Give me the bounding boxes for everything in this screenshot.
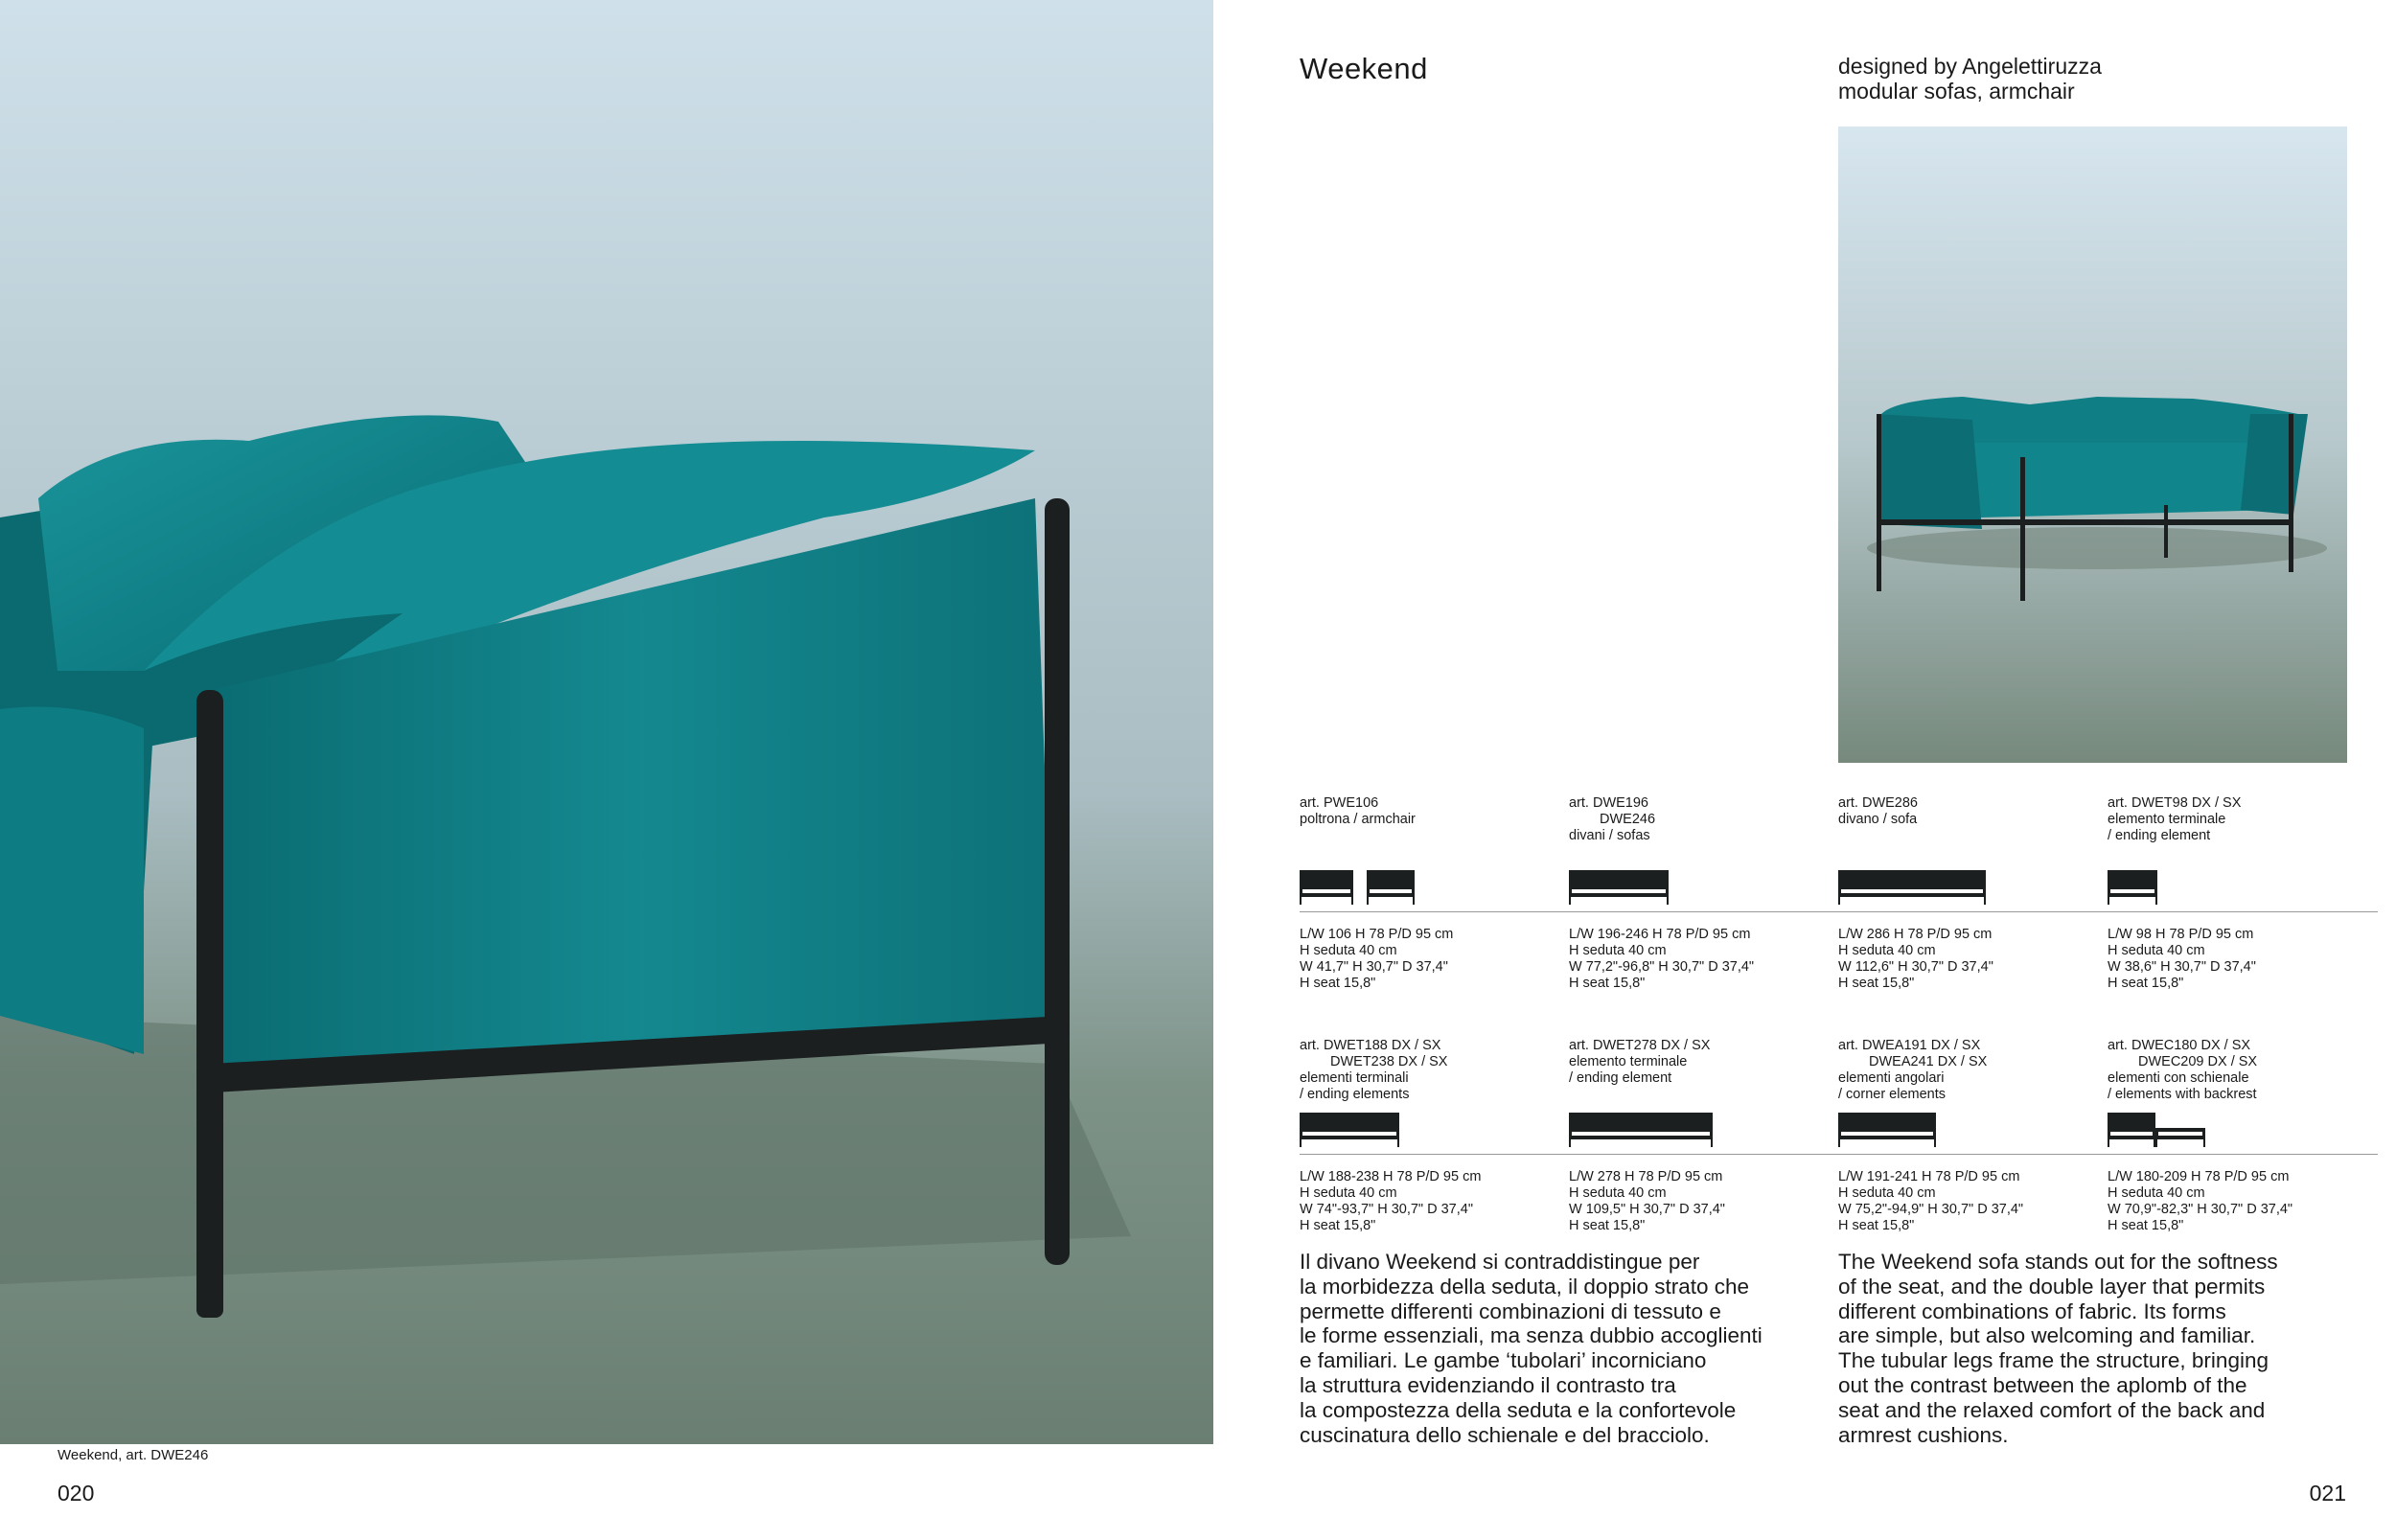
sofa-full-image [1838,126,2347,763]
paragraph-line: of the seat, and the double layer that permits [1838,1274,2266,1299]
paragraph-line: la compostezza della seduta e la confortevole [1300,1397,1737,1422]
divider [2108,911,2378,912]
article-code-line: / ending element [2108,828,2211,843]
paragraph-line: out the contrast between the aplomb of the [1838,1372,2247,1397]
paragraph-line: cuscinatura dello schienale e del bracciolo. [1300,1422,1710,1447]
article-code-line: art. DWET98 DX / SX [2108,795,2242,811]
dimension-line: H seat 15,8" [1569,976,1646,991]
paragraph-line: The Weekend sofa stands out for the softness [1838,1250,2278,1274]
dimension-line: H seat 15,8" [1300,1218,1376,1233]
article-dimensions [1838,1169,2097,1234]
divider [1569,911,1839,912]
dimension-line: L/W 188-238 H 78 P/D 95 cm [1300,1169,1482,1184]
sofa-module-icon [1569,1103,1828,1151]
dimension-line: H seduta 40 cm [1569,943,1667,958]
dimension-line: H seat 15,8" [1838,976,1915,991]
article-code-line: DWE246 [1600,812,1656,827]
dimension-line: W 38,6" H 30,7" D 37,4" [2108,959,2256,975]
sofa-silhouette-icon [2108,861,2366,907]
dimension-line: H seat 15,8" [1300,976,1376,991]
dimension-line: W 41,7" H 30,7" D 37,4" [1300,959,1448,975]
paragraph-line: The tubular legs frame the structure, bringing [1838,1348,2269,1373]
article-code [1569,1038,1828,1103]
dimension-line: W 112,6" H 30,7" D 37,4" [1838,959,1993,975]
article-code [1838,1038,2097,1103]
paragraph-line: e familiari. Le gambe ‘tubolari’ incorniciano [1300,1348,1707,1373]
page-number-right: 021 [2309,1481,2346,1506]
divider [2108,1154,2378,1155]
dimension-line: H seat 15,8" [2108,1218,2184,1233]
article-code-line: elementi angolari [1838,1070,1945,1086]
dimension-line: H seat 15,8" [2108,976,2184,991]
description-english [1838,1250,2375,1447]
sofa-silhouette-icon [1838,1103,2097,1149]
dimension-line: W 77,2"-96,8" H 30,7" D 37,4" [1569,959,1755,975]
dimension-line: H seduta 40 cm [2108,1185,2205,1201]
article-dimensions [2108,1169,2366,1234]
article-code-line: art. DWE286 [1838,795,1918,811]
article-code-line: elemento terminale [2108,812,2226,827]
sofa-module-icon [1300,861,1558,908]
dimension-line: L/W 106 H 78 P/D 95 cm [1300,927,1454,942]
sofa-silhouette-icon [1300,1103,1558,1149]
article-code-line: / elements with backrest [2108,1087,2257,1102]
article-code-line: DWEA241 DX / SX [1869,1054,1988,1069]
article-code-line: art. DWEA191 DX / SX [1838,1038,1981,1053]
article-spec [1838,795,2097,992]
hero-caption: Weekend, art. DWE246 [58,1447,209,1463]
dimension-line: L/W 286 H 78 P/D 95 cm [1838,927,1993,942]
dimension-line: W 74"-93,7" H 30,7" D 37,4" [1300,1202,1473,1217]
article-dimensions [1838,927,2097,992]
article-code [1300,1038,1558,1103]
article-spec [1569,795,1828,992]
article-dimensions [1569,927,1828,992]
paragraph-line: permette differenti combinazioni di tessuto e [1300,1299,1721,1323]
paragraph-line: la morbidezza della seduta, il doppio strato che [1300,1274,1750,1299]
dimension-line: W 75,2"-94,9" H 30,7" D 37,4" [1838,1202,2024,1217]
article-code-line: art. DWEC180 DX / SX [2108,1038,2251,1053]
dimension-line: H seat 15,8" [1569,1218,1646,1233]
article-code-line: / corner elements [1838,1087,1947,1102]
sofa-module-icon [1838,861,2097,908]
dimension-line: L/W 98 H 78 P/D 95 cm [2108,927,2254,942]
dimension-line: H seduta 40 cm [1838,1185,1936,1201]
article-spec [1300,795,1558,992]
article-code-line: divani / sofas [1569,828,1650,843]
paragraph-line: different combinations of fabric. Its forms [1838,1299,2226,1323]
dimension-line: L/W 180-209 H 78 P/D 95 cm [2108,1169,2290,1184]
dimension-line: H seduta 40 cm [2108,943,2205,958]
sofa-silhouette-icon [2108,1103,2366,1149]
sofa-module-icon [2108,861,2366,908]
divider [1569,1154,1839,1155]
article-dimensions [2108,927,2366,992]
article-code-line: art. DWET278 DX / SX [1569,1038,1711,1053]
page-number-left: 020 [58,1481,95,1506]
dimension-line: L/W 196-246 H 78 P/D 95 cm [1569,927,1751,942]
article-code-line: art. PWE106 [1300,795,1379,811]
sofa-silhouette-icon [1300,861,1558,907]
sofa-closeup-image [0,0,1213,1444]
article-dimensions [1569,1169,1828,1234]
paragraph-line: Il divano Weekend si contraddistingue per [1300,1250,1700,1274]
article-spec [2108,795,2366,992]
dimension-line: L/W 278 H 78 P/D 95 cm [1569,1169,1723,1184]
divider [1300,911,1570,912]
article-spec [2108,1038,2366,1234]
article-code [1569,795,1828,861]
article-code-line: art. DWE196 [1569,795,1648,811]
designer-info [1838,54,2102,103]
dimension-line: W 70,9"-82,3" H 30,7" D 37,4" [2108,1202,2293,1217]
article-code-line: / ending elements [1300,1087,1410,1102]
paragraph-line: le forme essenziali, ma senza dubbio accoglienti [1300,1323,1762,1348]
article-code-line: poltrona / armchair [1300,812,1416,827]
paragraph-line: armrest cushions. [1838,1422,2009,1447]
article-dimensions [1300,1169,1558,1234]
article-code-line: DWET238 DX / SX [1330,1054,1448,1069]
paragraph-line: la struttura evidenziando il contrasto tra [1300,1372,1676,1397]
article-code [2108,795,2366,861]
article-code-line: elementi con schienale [2108,1070,2249,1086]
article-code-line: DWEC209 DX / SX [2138,1054,2258,1069]
article-code [2108,1038,2366,1103]
dimension-line: L/W 191-241 H 78 P/D 95 cm [1838,1169,2020,1184]
dimension-line: H seduta 40 cm [1838,943,1936,958]
article-code-line: divano / sofa [1838,812,1918,827]
article-code-line: elemento terminale [1569,1054,1688,1069]
article-spec [1838,1038,2097,1234]
sofa-module-icon [1300,1103,1558,1151]
description-italian [1300,1250,1836,1447]
divider [1838,911,2108,912]
divider [1838,1154,2108,1155]
designer-line: designed by Angelettiruzza [1838,54,2102,79]
dimension-line: H seduta 40 cm [1300,1185,1397,1201]
dimension-line: H seduta 40 cm [1569,1185,1667,1201]
article-code [1838,795,2097,861]
sofa-full-photo [1838,126,2347,763]
sofa-silhouette-icon [1838,861,2097,907]
dimension-line: H seat 15,8" [1838,1218,1915,1233]
article-code-line: elementi terminali [1300,1070,1409,1086]
dimension-line: H seduta 40 cm [1300,943,1397,958]
article-spec [1300,1038,1558,1234]
category-line: modular sofas, armchair [1838,79,2075,103]
sofa-module-icon [1569,861,1828,908]
paragraph-line: are simple, but also welcoming and familiar. [1838,1323,2256,1348]
article-code-line: / ending element [1569,1070,1672,1086]
article-spec [1569,1038,1828,1234]
sofa-module-icon [1838,1103,2097,1151]
sofa-silhouette-icon [1569,1103,1828,1149]
hero-photo [0,0,1213,1444]
article-code-line: art. DWET188 DX / SX [1300,1038,1441,1053]
sofa-module-icon [2108,1103,2366,1151]
article-code [1300,795,1558,861]
paragraph-line: seat and the relaxed comfort of the back and [1838,1397,2266,1422]
dimension-line: W 109,5" H 30,7" D 37,4" [1569,1202,1725,1217]
article-dimensions [1300,927,1558,992]
divider [1300,1154,1570,1155]
sofa-silhouette-icon [1569,861,1828,907]
product-title: Weekend [1300,52,1428,85]
